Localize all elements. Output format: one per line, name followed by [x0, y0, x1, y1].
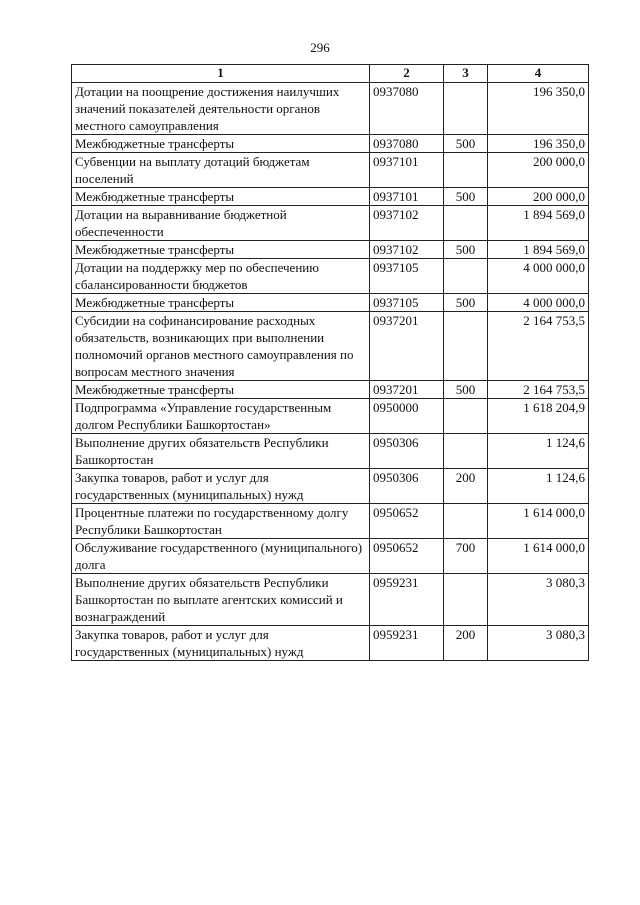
cell-name: Межбюджетные трансферты	[72, 381, 370, 399]
cell-amount: 1 614 000,0	[488, 539, 589, 574]
cell-expense-type	[444, 83, 488, 135]
table-row	[72, 434, 589, 469]
table-row	[72, 399, 589, 434]
table-body	[72, 83, 589, 661]
header-col-3: 3	[444, 65, 488, 83]
table-row	[72, 83, 589, 135]
cell-expense-type	[444, 312, 488, 381]
cell-amount: 1 124,6	[488, 469, 589, 504]
cell-amount: 196 350,0	[488, 83, 589, 135]
cell-code: 0937105	[370, 259, 444, 294]
cell-amount: 2 164 753,5	[488, 312, 589, 381]
table-row	[72, 469, 589, 504]
cell-name: Закупка товаров, работ и услуг для государственных (муниципальных) нужд	[72, 469, 370, 504]
cell-code: 0959231	[370, 574, 444, 626]
cell-expense-type: 500	[444, 381, 488, 399]
cell-code: 0950000	[370, 399, 444, 434]
cell-code: 0937102	[370, 206, 444, 241]
cell-amount: 1 618 204,9	[488, 399, 589, 434]
cell-name: Закупка товаров, работ и услуг для государственных (муниципальных) нужд	[72, 626, 370, 661]
table-row	[72, 574, 589, 626]
cell-expense-type: 500	[444, 188, 488, 206]
cell-name: Субсидии на софинансирование расходных обязательств, возникающих при выполнении полномочий органов местного самоуправления по вопросам местного значения	[72, 312, 370, 381]
cell-code: 0937102	[370, 241, 444, 259]
header-col-4: 4	[488, 65, 589, 83]
table-row	[72, 626, 589, 661]
cell-name: Выполнение других обязательств Республики Башкортостан по выплате агентских комиссий и вознаграждений	[72, 574, 370, 626]
header-col-1: 1	[72, 65, 370, 83]
cell-expense-type	[444, 259, 488, 294]
table-row	[72, 539, 589, 574]
cell-expense-type	[444, 153, 488, 188]
table-row	[72, 504, 589, 539]
table-row	[72, 312, 589, 381]
cell-code: 0950306	[370, 434, 444, 469]
cell-expense-type	[444, 504, 488, 539]
cell-code: 0937101	[370, 188, 444, 206]
cell-name: Межбюджетные трансферты	[72, 135, 370, 153]
cell-name: Обслуживание государственного (муниципального) долга	[72, 539, 370, 574]
cell-amount: 3 080,3	[488, 626, 589, 661]
cell-code: 0950652	[370, 504, 444, 539]
cell-amount: 1 894 569,0	[488, 206, 589, 241]
table-row	[72, 135, 589, 153]
cell-amount: 1 894 569,0	[488, 241, 589, 259]
cell-expense-type: 700	[444, 539, 488, 574]
table-row	[72, 381, 589, 399]
table-row	[72, 188, 589, 206]
table-header	[72, 65, 589, 83]
cell-code: 0937201	[370, 312, 444, 381]
table-row	[72, 206, 589, 241]
cell-expense-type	[444, 434, 488, 469]
cell-code: 0937105	[370, 294, 444, 312]
cell-amount: 1 124,6	[488, 434, 589, 469]
cell-amount: 196 350,0	[488, 135, 589, 153]
cell-expense-type: 500	[444, 241, 488, 259]
header-col-2: 2	[370, 65, 444, 83]
cell-amount: 3 080,3	[488, 574, 589, 626]
table-row	[72, 294, 589, 312]
cell-name: Дотации на выравнивание бюджетной обеспеченности	[72, 206, 370, 241]
cell-name: Межбюджетные трансферты	[72, 294, 370, 312]
table-row	[72, 259, 589, 294]
budget-table	[71, 64, 589, 661]
cell-name: Межбюджетные трансферты	[72, 188, 370, 206]
cell-amount: 2 164 753,5	[488, 381, 589, 399]
cell-code: 0950306	[370, 469, 444, 504]
cell-code: 0937080	[370, 83, 444, 135]
cell-expense-type: 200	[444, 626, 488, 661]
cell-amount: 200 000,0	[488, 188, 589, 206]
cell-name: Выполнение других обязательств Республики Башкортостан	[72, 434, 370, 469]
cell-name: Подпрограмма «Управление государственным долгом Республики Башкортостан»	[72, 399, 370, 434]
table-row	[72, 241, 589, 259]
cell-name: Процентные платежи по государственному долгу Республики Башкортостан	[72, 504, 370, 539]
cell-code: 0937080	[370, 135, 444, 153]
cell-name: Дотации на поощрение достижения наилучших значений показателей деятельности органов местного самоуправления	[72, 83, 370, 135]
page-number: 296	[310, 40, 330, 55]
cell-amount: 4 000 000,0	[488, 259, 589, 294]
cell-amount: 4 000 000,0	[488, 294, 589, 312]
cell-name: Межбюджетные трансферты	[72, 241, 370, 259]
cell-expense-type	[444, 399, 488, 434]
cell-expense-type: 200	[444, 469, 488, 504]
cell-amount: 200 000,0	[488, 153, 589, 188]
cell-expense-type	[444, 206, 488, 241]
cell-code: 0950652	[370, 539, 444, 574]
cell-amount: 1 614 000,0	[488, 504, 589, 539]
cell-name: Субвенции на выплату дотаций бюджетам поселений	[72, 153, 370, 188]
cell-expense-type: 500	[444, 294, 488, 312]
cell-code: 0937201	[370, 381, 444, 399]
cell-code: 0959231	[370, 626, 444, 661]
cell-expense-type: 500	[444, 135, 488, 153]
cell-name: Дотации на поддержку мер по обеспечению сбалансированности бюджетов	[72, 259, 370, 294]
table-row	[72, 153, 589, 188]
cell-code: 0937101	[370, 153, 444, 188]
header-row	[72, 65, 589, 83]
cell-expense-type	[444, 574, 488, 626]
